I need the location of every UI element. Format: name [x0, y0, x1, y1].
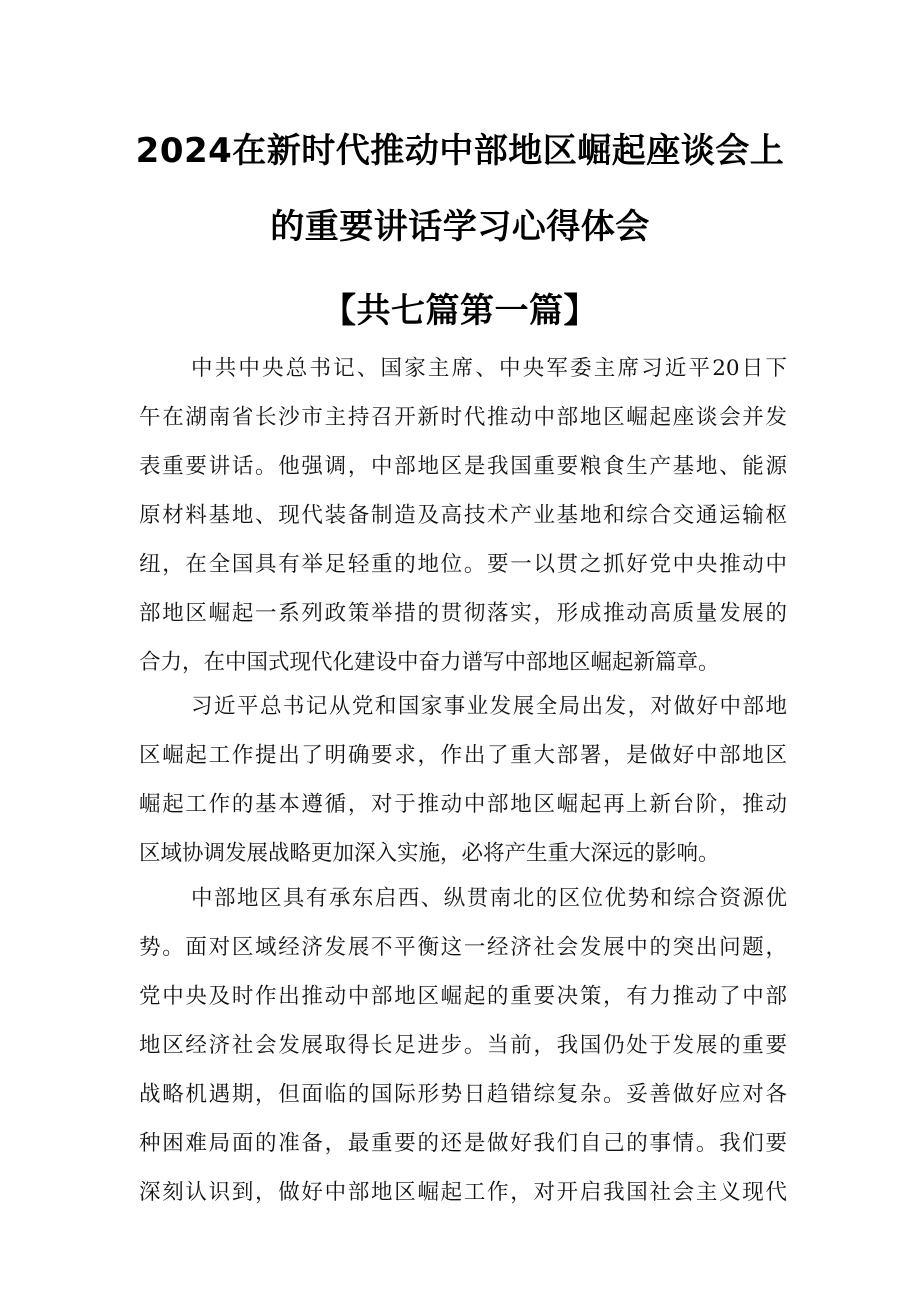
paragraph-line: 合力，在中国式现代化建设中奋力谱写中部地区崛起新篇章。 [139, 650, 720, 675]
paragraph-line: 区崛起工作提出了明确要求，作出了重大部署，是做好中部地区 [139, 743, 787, 768]
paragraph-line: 战略机遇期，但面临的国际形势日趋错综复杂。妥善做好应对各 [139, 1082, 787, 1107]
document-title-line-1: 2024在新时代推动中部地区崛起座谈会上 [135, 131, 785, 171]
paragraph-line: 中部地区具有承东启西、纵贯南北的区位优势和综合资源优 [191, 886, 787, 911]
paragraph-line: 深刻认识到，做好中部地区崛起工作，对开启我国社会主义现代 [139, 1180, 787, 1205]
document-title-line-2: 的重要讲话学习心得体会 [270, 207, 650, 247]
paragraph-line: 党中央及时作出推动中部地区崛起的重要决策，有力推动了中部 [139, 984, 787, 1009]
document-subtitle: 【共七篇第一篇】 [322, 291, 598, 331]
paragraph-line: 中共中央总书记、国家主席、中央军委主席习近平20日下 [191, 356, 787, 381]
paragraph-line: 势。面对区域经济发展不平衡这一经济社会发展中的突出问题， [139, 935, 787, 960]
paragraph-line: 原材料基地、现代装备制造及高技术产业基地和综合交通运输枢 [139, 503, 787, 528]
paragraph-line: 纽，在全国具有举足轻重的地位。要一以贯之抓好党中央推动中 [139, 552, 787, 577]
paragraph-line: 部地区崛起一系列政策举措的贯彻落实，形成推动高质量发展的 [139, 601, 787, 626]
paragraph-line: 表重要讲话。他强调，中部地区是我国重要粮食生产基地、能源 [139, 454, 787, 479]
paragraph-line: 崛起工作的基本遵循，对于推动中部地区崛起再上新台阶，推动 [139, 792, 787, 817]
paragraph-line: 午在湖南省长沙市主持召开新时代推动中部地区崛起座谈会并发 [139, 405, 787, 430]
paragraph-line: 种困难局面的准备，最重要的还是做好我们自己的事情。我们要 [139, 1131, 787, 1156]
paragraph-line: 地区经济社会发展取得长足进步。当前，我国仍处于发展的重要 [139, 1033, 787, 1058]
paragraph-line: 区域协调发展战略更加深入实施，必将产生重大深远的影响。 [139, 841, 720, 866]
paragraph-line: 习近平总书记从党和国家事业发展全局出发，对做好中部地 [191, 694, 787, 719]
